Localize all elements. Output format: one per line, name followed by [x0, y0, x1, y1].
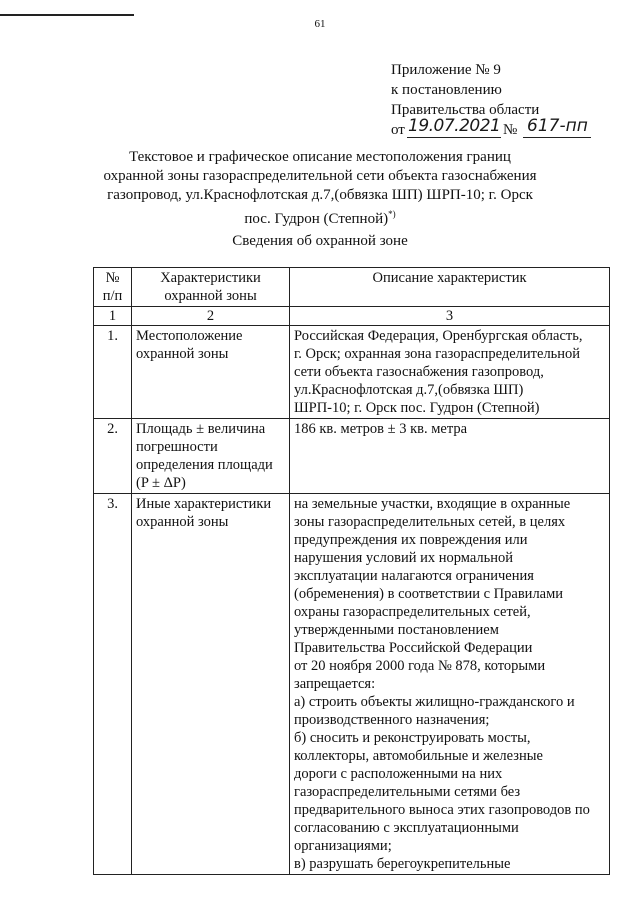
description-line: от 20 ноября 2000 года № 878, которыми: [294, 658, 546, 674]
description-line: б) сносить и реконструировать мосты,: [294, 730, 531, 746]
row-number: 3.: [94, 494, 132, 875]
title-line-2: охранной зоны газораспределительной сети объекта газоснабжения: [103, 168, 537, 184]
header-description: Описание характеристик: [290, 268, 610, 307]
appendix-signature-row: [391, 116, 588, 140]
column-number: 2: [132, 307, 290, 326]
date-underline: [407, 137, 501, 138]
description-line: (обременения) в соответствии с Правилами: [294, 586, 564, 602]
header-characteristic: Характеристики охранной зоны: [132, 268, 290, 307]
handwritten-date: 19.07.2021: [408, 116, 501, 136]
description-line: утвержденными постановлением: [294, 622, 499, 638]
description-line: ШРП-10; г. Орск пос. Гудрон (Степной): [294, 400, 540, 416]
row-description: [290, 494, 610, 875]
footnote-mark: *): [388, 209, 396, 219]
number-underline: [523, 137, 591, 138]
description-line: предварительного выноса этих газопроводов по: [294, 802, 590, 818]
description-line: эксплуатации налагаются ограничения: [294, 568, 534, 584]
column-number: 1: [94, 307, 132, 326]
top-rule: [0, 14, 134, 16]
row-number: 1.: [94, 326, 132, 419]
description-line: охраны газораспределительных сетей,: [294, 604, 531, 620]
description-line: Российская Федерация, Оренбургская область,: [294, 328, 583, 344]
description-line: согласованию с эксплуатационными: [294, 820, 519, 836]
title-line-3: газопровод, ул.Краснофлотская д.7,(обвязка ШП) ШРП-10; г. Орск: [107, 187, 533, 203]
description-line: зоны газораспределительных сетей, в целях: [294, 514, 566, 530]
description-line: г. Орск; охранная зона газораспределительной: [294, 346, 581, 362]
title-line-1: Текстовое и графическое описание местоположения границ: [129, 149, 511, 165]
description-line: коллекторы, автомобильные и железные: [294, 748, 543, 764]
description-line: сети объекта газоснабжения газопровод,: [294, 364, 544, 380]
description-line: производственного назначения;: [294, 712, 490, 728]
row-characteristic: Площадь ± величина погрешности определения площади (P ± ΔP): [132, 419, 290, 494]
row-description: [290, 326, 610, 419]
description-line: Правительства Российской Федерации: [294, 640, 533, 656]
appendix-block: [391, 60, 588, 140]
description-line: в) разрушать берегоукрепительные: [294, 856, 511, 872]
description-line: нарушения условий их нормальной: [294, 550, 514, 566]
row-characteristic: Местоположение охранной зоны: [132, 326, 290, 419]
appendix-line-3: Правительства области: [391, 102, 540, 118]
description-line: а) строить объекты жилищно-гражданского и: [294, 694, 575, 710]
appendix-line-2: к постановлению: [391, 82, 502, 98]
table-header-row: [94, 268, 610, 307]
handwritten-number: 617-пп: [527, 116, 588, 136]
document-title: [0, 148, 640, 229]
row-description: [290, 419, 610, 494]
description-line: ул.Краснофлотская д.7,(обвязка ШП): [294, 382, 524, 398]
from-label: от: [391, 122, 405, 138]
description-line: запрещается:: [294, 676, 376, 692]
table-row: [94, 326, 610, 419]
number-label: №: [503, 122, 518, 138]
title-line-4-text: пос. Гудрон (Степной): [244, 211, 389, 227]
description-line: предупреждения их повреждения или: [294, 532, 528, 548]
appendix-line-1: Приложение № 9: [391, 62, 501, 78]
table-row: [94, 419, 610, 494]
column-number: 3: [290, 307, 610, 326]
description-line: 186 кв. метров ± 3 кв. метра: [294, 421, 468, 437]
row-characteristic: Иные характеристики охранной зоны: [132, 494, 290, 875]
protection-zone-table: [93, 267, 610, 875]
description-line: на земельные участки, входящие в охранные: [294, 496, 571, 512]
section-subtitle: Сведения об охранной зоне: [232, 233, 408, 249]
row-number: 2.: [94, 419, 132, 494]
title-line-4: [0, 205, 640, 229]
header-number: № п/п: [94, 268, 132, 307]
description-line: организациями;: [294, 838, 392, 854]
table-row: [94, 494, 610, 875]
description-line: дороги с расположенными на них: [294, 766, 503, 782]
column-number-row: [94, 307, 610, 326]
description-line: газораспределительными сетями без: [294, 784, 521, 800]
page-number: 61: [314, 18, 326, 30]
